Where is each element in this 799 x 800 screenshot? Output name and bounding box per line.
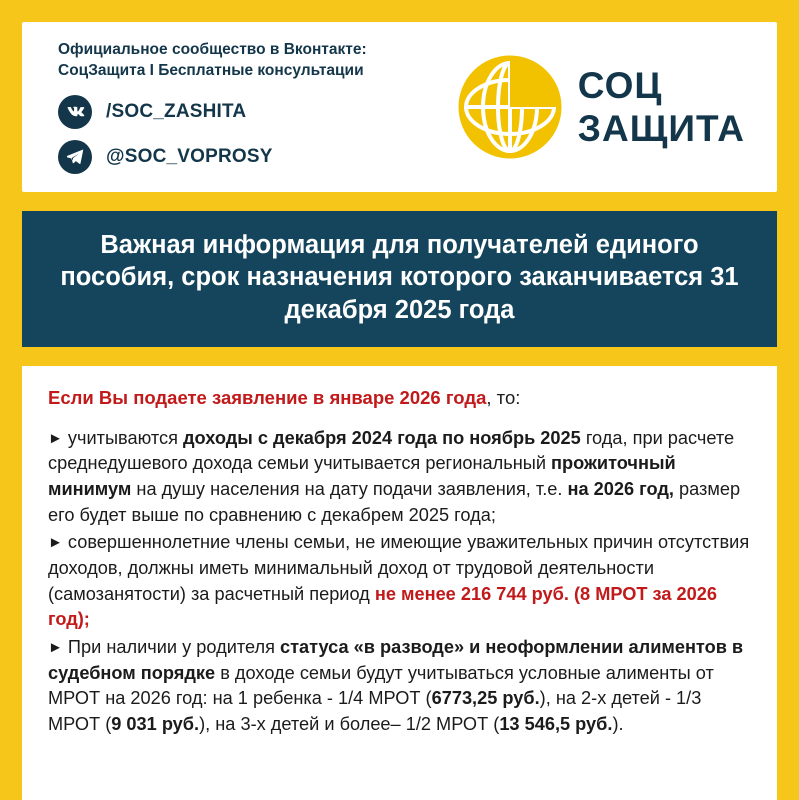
header-subtitle-line-1: Официальное сообщество в Вконтакте: [58,41,367,58]
bullet-text-segment: на душу населения на дату подачи заявления, т.е. [131,479,568,500]
bullet-item [48,635,751,738]
bullet-text-segment: 6773,25 руб. [431,688,540,709]
title-banner [22,211,777,347]
social-link-vk[interactable] [58,95,367,129]
bullet-marker-icon: ► [48,639,63,657]
bullet-text-segment: 13 546,5 руб. [499,713,613,734]
globe-icon [458,55,562,159]
bullet-text-segment: не менее 216 744 руб. (8 МРОТ за 2026 год); [48,583,717,630]
bullet-text-segment: учитываются [67,427,183,448]
lead-rest: , то: [486,386,521,408]
lead-highlight: Если Вы подаете заявление в январе 2026 года [48,386,487,408]
lead-paragraph [48,386,751,410]
bullet-text-segment: в доходе семьи будут учитываться условные алименты от МРОТ на 2026 год: на 1 ребенка - 1/4 МРОТ ( [48,662,714,709]
social-handle-telegram: @SOC_VOPROSY [106,145,273,167]
bullet-marker-icon: ► [48,534,63,552]
bullet-marker-icon: ► [48,429,63,447]
bullet-list [48,426,751,738]
page-title: Важная информация для получателей единого пособия, срок назначения которого заканчивается 31 декабря 2025 года [60,230,739,325]
bullet-text-segment: доходы с декабря 2024 года по ноябрь 2025 [183,427,581,448]
brand-logo [458,55,751,159]
bullet-text-segment: прожиточный минимум [48,453,676,500]
social-links [58,95,367,174]
brand-name-line-2: ЗАЩИТА [577,107,745,149]
bullet-item [48,426,751,529]
bullet-text-segment: совершеннолетние члены семьи, не имеющие уважительных причин отсутствия доходов, должны иметь минимальный доход от трудовой деятельности (самозанятости) за расчетный период [48,532,750,604]
social-link-telegram[interactable] [58,140,367,174]
content-card [22,366,777,800]
bullet-item [48,530,751,633]
brand-name-line-1: СОЦ [577,64,663,106]
bullet-text-segment: ), на 3-х детей и более– 1/2 МРОТ ( [199,713,500,734]
header-subtitle-line-2: СоцЗащита I Бесплатные консультации [58,61,364,79]
header-card [22,22,777,192]
bullet-text-segment: года, при расчете среднедушевого дохода семьи учитывается региональный [48,427,735,474]
header-left [58,40,367,174]
bullet-text-segment: 9 031 руб. [111,713,200,734]
bullet-text-segment: статуса «в разводе» и неоформлении алиментов в судебном порядке [48,637,744,683]
social-handle-vk: /SOC_ZASHITA [106,100,247,122]
brand-name [577,64,745,149]
bullet-text-segment: ). [612,713,624,734]
telegram-icon [58,140,92,174]
bullet-text-segment: ), на 2-х детей - 1/3 МРОТ ( [48,688,702,734]
vk-icon [58,95,92,129]
bullet-text-segment: размер его будет выше по сравнению с декабрем 2025 года; [48,479,741,525]
bullet-text-segment: на 2026 год, [567,479,674,500]
bullet-text-segment: При наличии у родителя [67,637,280,658]
